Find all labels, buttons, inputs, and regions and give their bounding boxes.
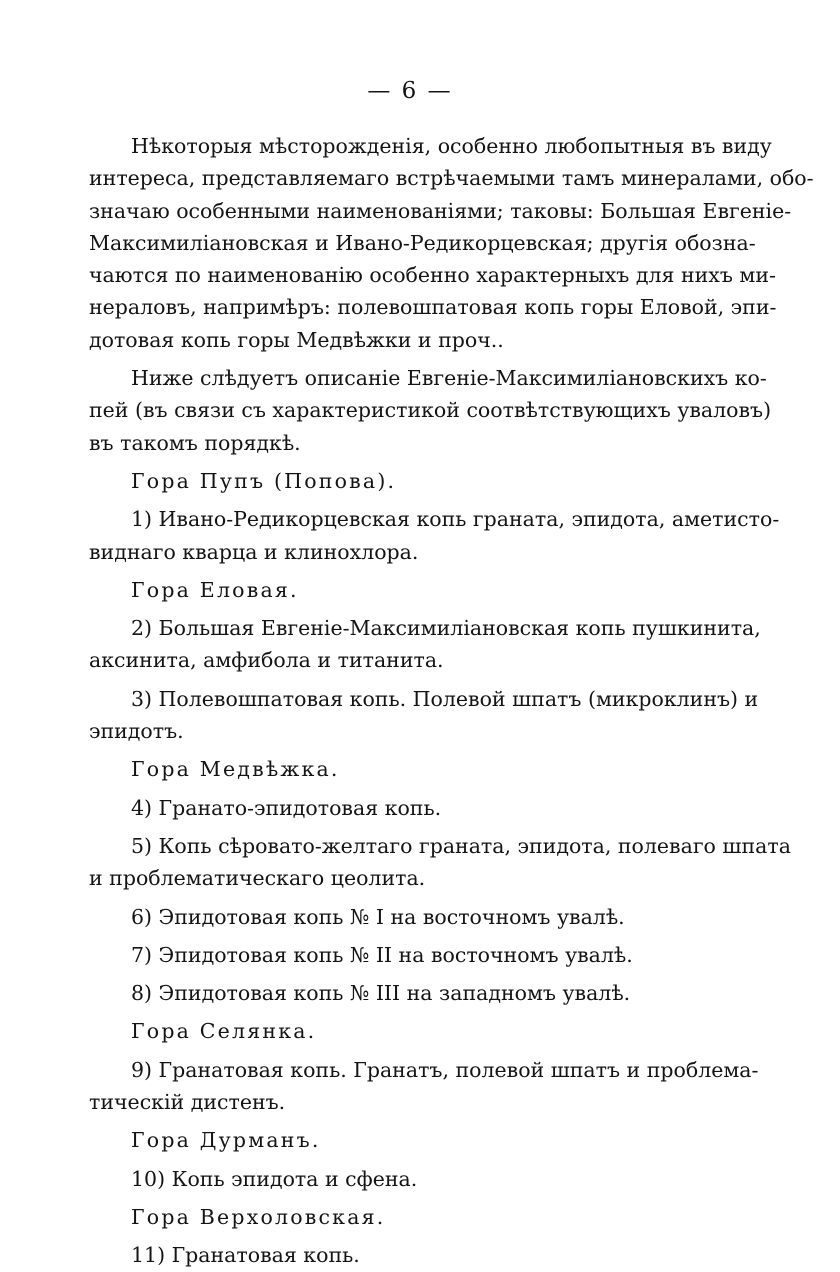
text-line: нераловъ, напримѣръ: полевошпатовая копь горы Еловой, эпи-	[89, 295, 777, 320]
list-item: 2) Большая Евгеніе-Максимиліановская копь пушкинита,	[131, 616, 761, 641]
text-line: дотовая копь горы Медвѣжки и проч..	[89, 327, 504, 352]
section-heading: Гора Пупъ (Попова).	[131, 468, 397, 493]
list-item-continuation: и проблематическаго цеолита.	[89, 866, 426, 891]
page-body	[89, 130, 814, 1272]
section-heading: Гора Еловая.	[131, 577, 299, 602]
text-line: чаются по наименованію особенно характерныхъ для нихъ ми-	[89, 263, 776, 288]
list-item: 6) Эпидотовая копь № I на восточномъ увалѣ.	[131, 904, 625, 929]
list-item: 5) Копь сѣровато-желтаго граната, эпидота, полеваго шпата	[131, 833, 791, 858]
text-line: Ниже слѣдуетъ описаніе Евгеніе-Максимиліановскихъ ко-	[131, 366, 767, 391]
text-line: Максимиліановская и Ивано-Редикорцевская; другія обозна-	[89, 230, 756, 255]
list-item-continuation: тическій дистенъ.	[89, 1090, 286, 1115]
list-item: 4) Гранато-эпидотовая копь.	[131, 795, 442, 820]
page-number: — 6 —	[367, 78, 453, 104]
section-heading: Гора Дурманъ.	[131, 1128, 321, 1153]
list-item: 11) Гранатовая копь.	[131, 1243, 360, 1268]
section-heading: Гора Медвѣжка.	[131, 757, 340, 782]
text-line: Нѣкоторыя мѣсторожденія, особенно любопытныя въ виду	[131, 134, 772, 158]
list-item: 8) Эпидотовая копь № III на западномъ увалѣ.	[131, 981, 631, 1006]
list-item: 1) Ивано-Редикорцевская копь граната, эпидота, аметисто-	[131, 507, 780, 532]
list-item-continuation: эпидотъ.	[89, 719, 184, 744]
list-item: 9) Гранатовая копь. Гранатъ, полевой шпатъ и проблема-	[131, 1057, 759, 1082]
text-line: въ такомъ порядкѣ.	[89, 430, 301, 455]
section-heading: Гора Верхоловская.	[131, 1204, 386, 1229]
list-item: 3) Полевошпатовая копь. Полевой шпатъ (микроклинъ) и	[131, 686, 759, 711]
list-item: 10) Копь эпидота и сфена.	[131, 1166, 418, 1191]
text-line: пей (въ связи съ характеристикой соотвѣтствующихъ уваловъ)	[89, 398, 772, 423]
list-item: 7) Эпидотовая копь № II на восточномъ увалѣ.	[131, 942, 633, 967]
section-heading: Гора Селянка.	[131, 1019, 317, 1044]
list-item-continuation: аксинита, амфибола и титанита.	[89, 648, 444, 673]
text-line: интереса, представляемаго встрѣчаемыми тамъ минералами, обо-	[89, 166, 814, 191]
text-line: значаю особенными наименованіями; таковы: Большая Евгеніе-	[89, 198, 792, 223]
list-item-continuation: виднаго кварца и клинохлора.	[89, 539, 419, 564]
